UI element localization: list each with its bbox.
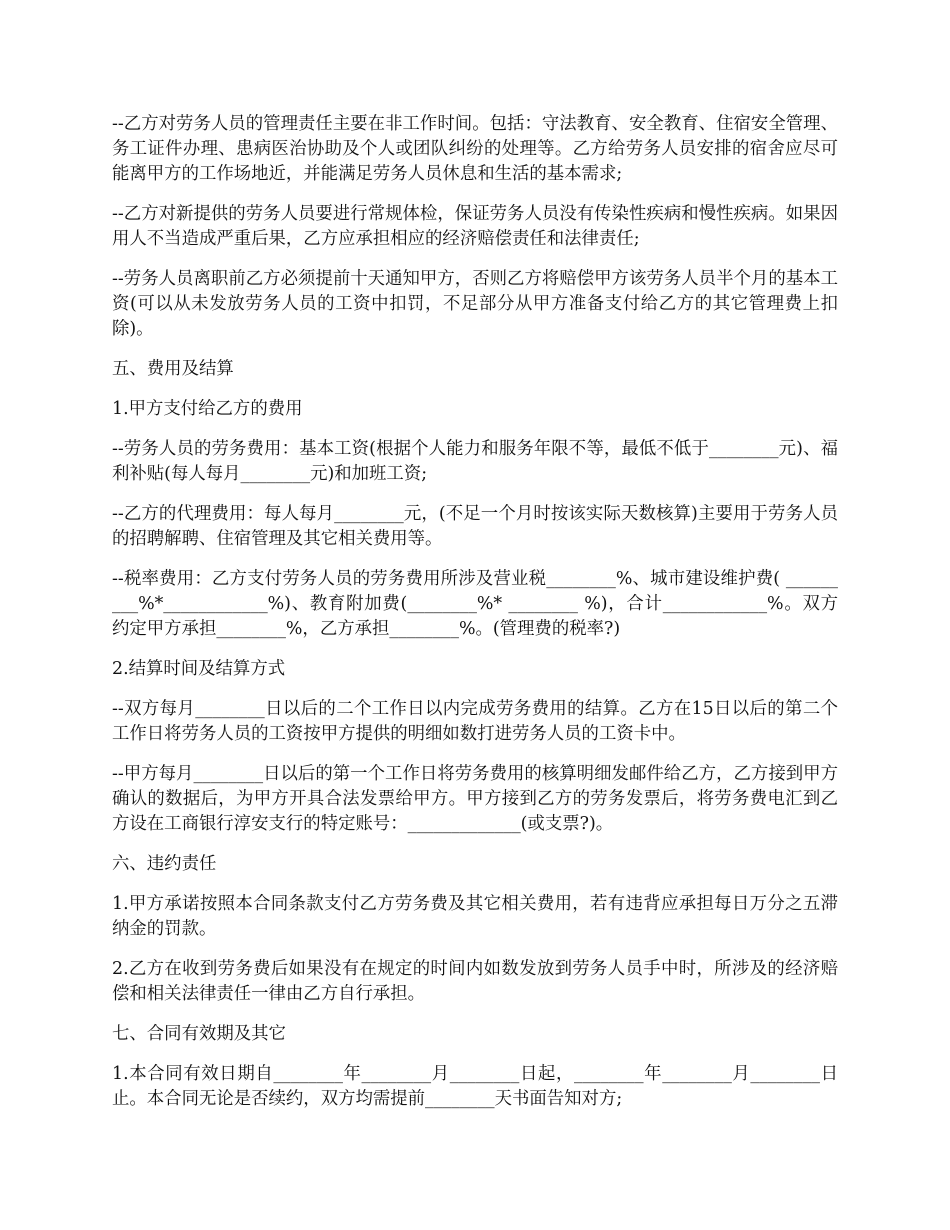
paragraph-resignation-notice: --劳务人员离职前乙方必须提前十天通知甲方，否则乙方将赔偿甲方该劳务人员半个月的基本工资(可以从未发放劳务人员的工资中扣罚，不足部分从甲方准备支付给乙方的其它管理费上扣除)。 [112, 269, 838, 339]
paragraph-validity-period: 1.本合同有效日期自________年________月________日起，________年________月________日止。本合同无论是否续约，双方均需提前________天书面告知对方; [112, 1064, 838, 1109]
section-heading-fees: 五、费用及结算 [112, 359, 234, 379]
paragraph-tax-fees: --税率费用：乙方支付劳务人员的劳务费用所涉及营业税________%、城市建设维护费( _________%*____________%)、教育附加费(________%* ________ %)，合计____________%。双方约定甲方承担________%，乙方承担________%。(管理费的税率?) [112, 569, 838, 639]
paragraph-management-responsibility: --乙方对劳务人员的管理责任主要在非工作时间。包括：守法教育、安全教育、住宿安全管理、务工证件办理、患病医治协助及个人或团队纠纷的处理等。乙方给劳务人员安排的宿舍应尽可能离甲方的工作场地近，并能满足劳务人员休息和生活的基本需求; [112, 114, 838, 184]
paragraph-invoice-payment: --甲方每月________日以后的第一个工作日将劳务费用的核算明细发邮件给乙方，乙方接到甲方确认的数据后，为甲方开具合法发票给甲方。甲方接到乙方的劳务发票后，将劳务费电汇到乙方设在工商银行淳安支行的特定账号：_____________(或支票?)。 [112, 764, 838, 834]
section-heading-breach: 六、违约责任 [112, 854, 217, 874]
paragraph-breach-party-a: 1.甲方承诺按照本合同条款支付乙方劳务费及其它相关费用，若有违背应承担每日万分之五滞纳金的罚款。 [112, 894, 838, 939]
section-heading-validity: 七、合同有效期及其它 [112, 1024, 286, 1044]
paragraph-breach-party-b: 2.乙方在收到劳务费后如果没有在规定的时间内如数发放到劳务人员手中时，所涉及的经济赔偿和相关法律责任一律由乙方自行承担。 [112, 959, 838, 1004]
paragraph-monthly-settlement: --双方每月________日以后的二个工作日以内完成劳务费用的结算。乙方在15日以后的第二个工作日将劳务人员的工资按甲方提供的明细如数打进劳务人员的工资卡中。 [112, 699, 838, 744]
paragraph-health-check: --乙方对新提供的劳务人员要进行常规体检，保证劳务人员没有传染性疾病和慢性疾病。如果因用人不当造成严重后果，乙方应承担相应的经济赔偿责任和法律责任; [112, 204, 838, 249]
subheading-settlement: 2.结算时间及结算方式 [112, 659, 286, 679]
subheading-fees-paid: 1.甲方支付给乙方的费用 [112, 399, 303, 419]
document-page [112, 112, 838, 1127]
paragraph-labor-fees: --劳务人员的劳务费用：基本工资(根据个人能力和服务年限不等，最低不低于________元)、福利补贴(每人每月________元)和加班工资; [112, 439, 838, 484]
paragraph-agency-fees: --乙方的代理费用：每人每月________元，(不足一个月时按该实际天数核算)主要用于劳务人员的招聘解聘、住宿管理及其它相关费用等。 [112, 504, 838, 549]
